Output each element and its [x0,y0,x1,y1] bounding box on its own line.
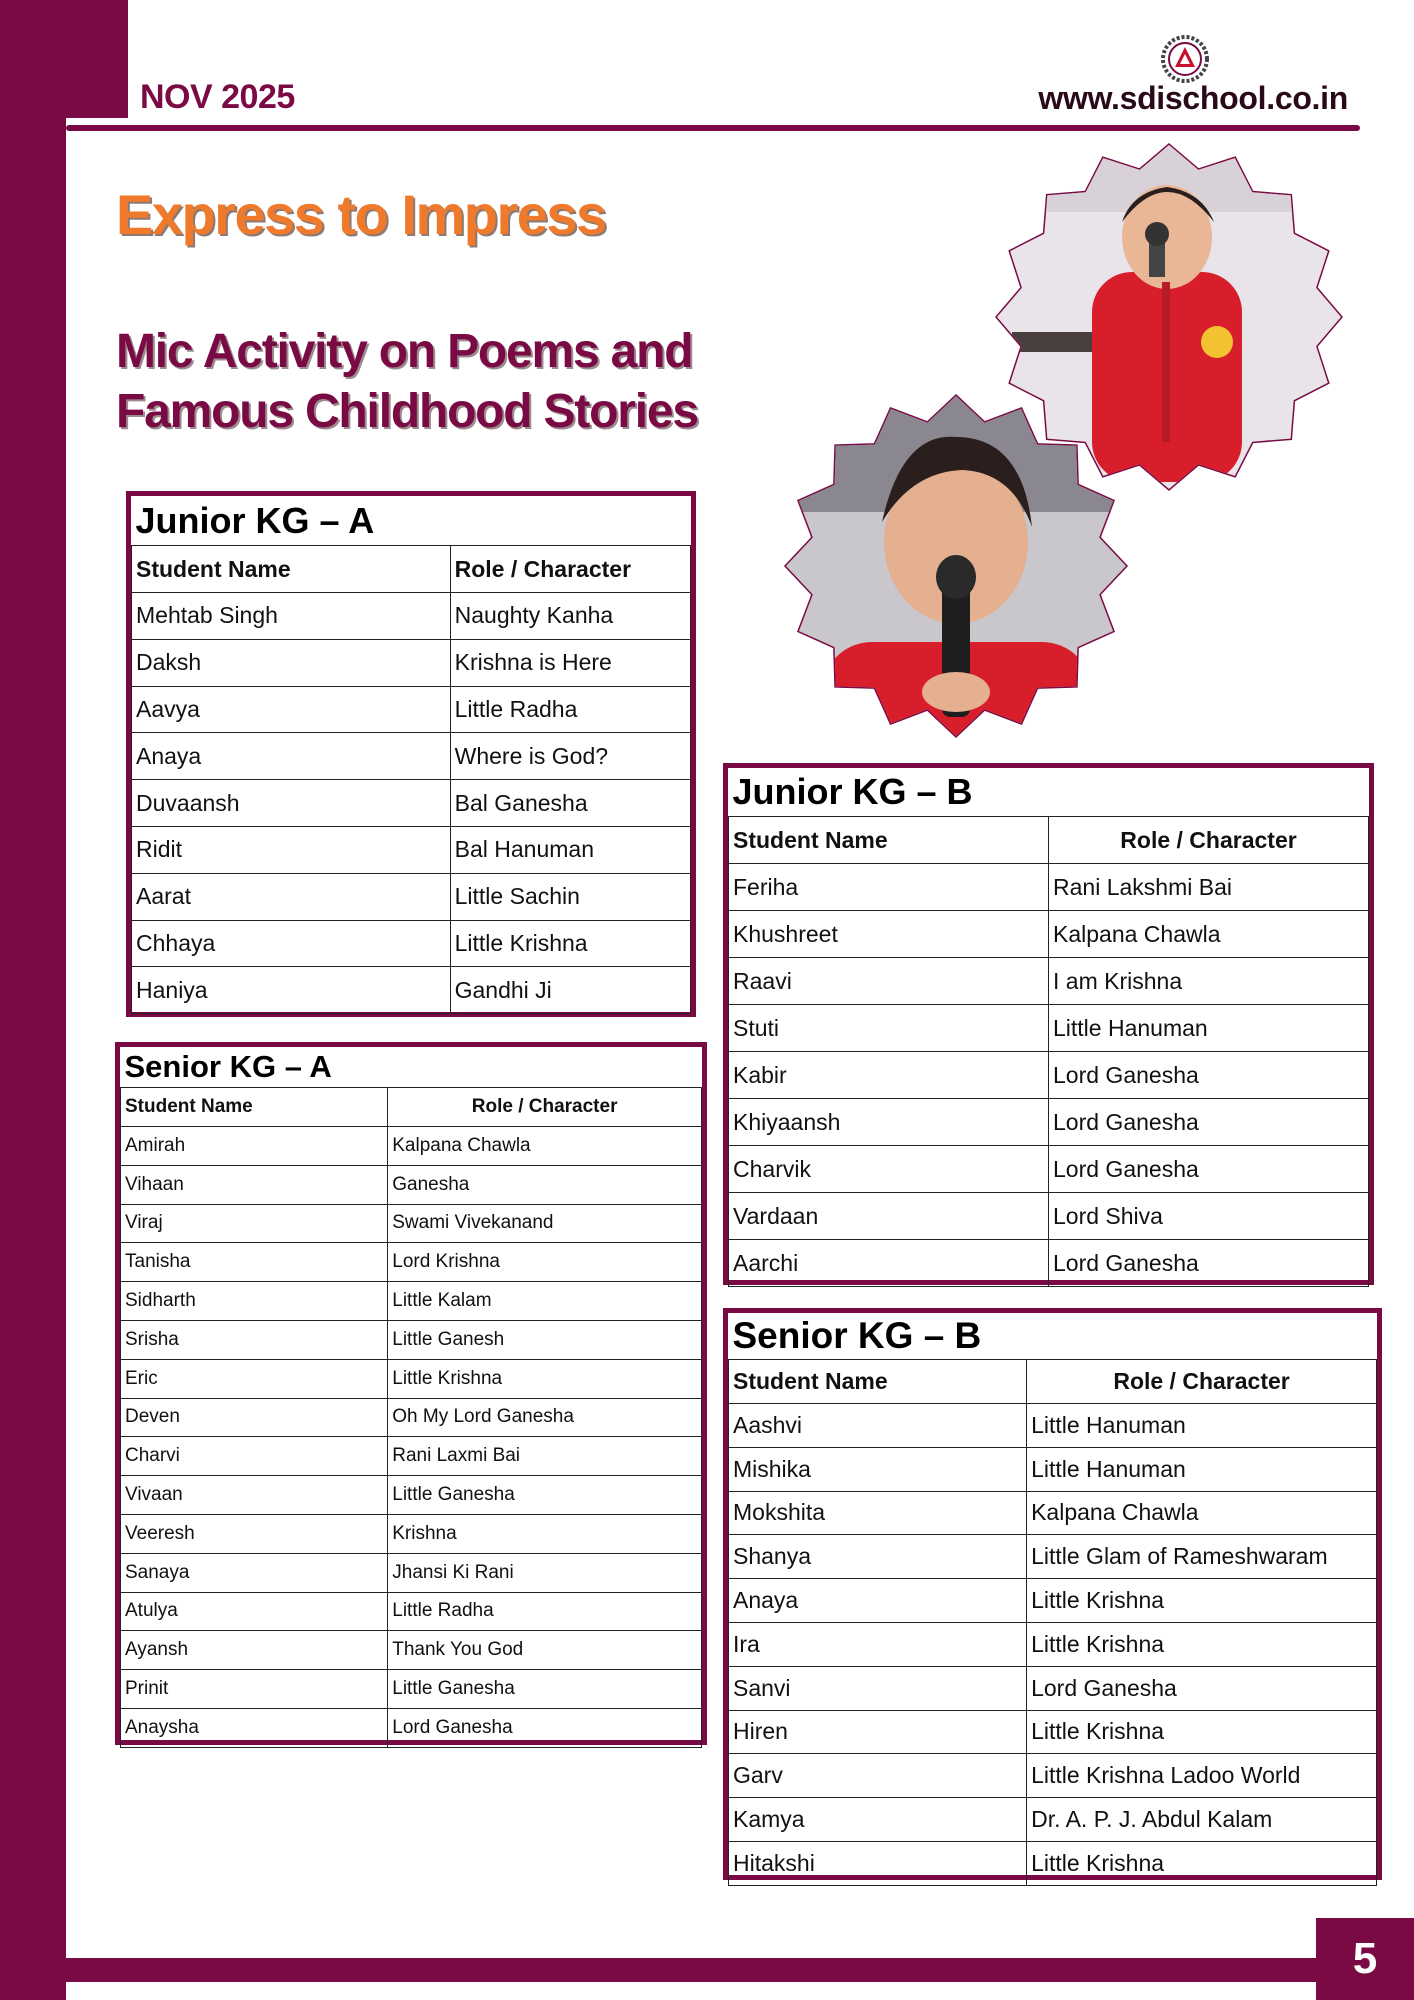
column-header-role: Role / Character [1049,817,1369,864]
table-row [121,1592,702,1631]
role-cell: Little Hanuman [1027,1447,1377,1491]
student-name-cell: Eric [121,1359,388,1398]
section-title: Express to Impress [116,183,606,246]
student-name-cell: Charvi [121,1437,388,1476]
student-name-cell: Khushreet [729,911,1049,958]
student-name-cell: Aashvi [729,1404,1027,1448]
student-name-cell: Viraj [121,1204,388,1243]
student-name-cell: Hiren [729,1710,1027,1754]
table-row [729,1193,1369,1240]
role-cell: Bal Hanuman [450,826,690,873]
column-header-role: Role / Character [1027,1360,1377,1404]
role-cell: Lord Shiva [1049,1193,1369,1240]
student-name-cell: Daksh [132,639,451,686]
student-name-cell: Vihaan [121,1165,388,1204]
role-cell: Rani Laxmi Bai [388,1437,702,1476]
header-divider [66,125,1360,131]
role-cell: Kalpana Chawla [1027,1491,1377,1535]
role-cell: Lord Ganesha [1049,1052,1369,1099]
role-cell: Little Radha [388,1592,702,1631]
student-name-cell: Anaya [132,733,451,780]
table-row [132,733,691,780]
table-row [121,1320,702,1359]
student-name-cell: Duvaansh [132,780,451,827]
role-cell: Naughty Kanha [450,593,690,640]
table-row [121,1553,702,1592]
school-website-link[interactable]: www.sdischool.co.in [1038,80,1348,116]
student-name-cell: Deven [121,1398,388,1437]
student-name-cell: Vivaan [121,1476,388,1515]
junior-kg-b-table [723,763,1374,1285]
student-name-cell: Sanaya [121,1553,388,1592]
role-cell: Thank You God [388,1631,702,1670]
column-header-student: Student Name [121,1088,388,1127]
student-name-cell: Sanvi [729,1666,1027,1710]
student-name-cell: Sidharth [121,1282,388,1321]
senior-kg-b-table [723,1308,1382,1880]
issue-month: NOV 2025 [140,78,295,116]
role-cell: Krishna is Here [450,639,690,686]
column-header-student: Student Name [729,1360,1027,1404]
role-cell: Ganesha [388,1165,702,1204]
table-row [121,1437,702,1476]
table-row [121,1127,702,1166]
column-header-role: Role / Character [388,1088,702,1127]
student-name-cell: Ira [729,1622,1027,1666]
student-name-cell: Hitakshi [729,1841,1027,1885]
role-cell: Little Krishna [1027,1710,1377,1754]
left-accent-band [0,0,66,2000]
table-row [121,1282,702,1321]
student-name-cell: Mishika [729,1447,1027,1491]
role-cell: Little Hanuman [1049,1005,1369,1052]
table-row [729,1005,1369,1052]
role-cell: Little Ganesha [388,1670,702,1709]
student-name-cell: Mokshita [729,1491,1027,1535]
role-cell: Lord Ganesha [1027,1666,1377,1710]
page-number: 5 [1316,1918,1414,2000]
table-row [132,780,691,827]
student-name-cell: Aarchi [729,1240,1049,1287]
student-photo-2 [782,392,1130,740]
table-row [121,1204,702,1243]
role-cell: Rani Lakshmi Bai [1049,864,1369,911]
student-name-cell: Khiyaansh [729,1099,1049,1146]
role-cell: Lord Ganesha [1049,1146,1369,1193]
role-cell: Little Kalam [388,1282,702,1321]
role-cell: Little Krishna [1027,1579,1377,1623]
student-name-cell: Charvik [729,1146,1049,1193]
role-cell: Little Sachin [450,873,690,920]
table-row [121,1670,702,1709]
student-name-cell: Kabir [729,1052,1049,1099]
student-name-cell: Feriha [729,864,1049,911]
table-row [729,1535,1377,1579]
table-row [121,1708,702,1747]
table-row [729,1240,1369,1287]
student-name-cell: Anaysha [121,1708,388,1747]
student-name-cell: Vardaan [729,1193,1049,1240]
table-row [729,1710,1377,1754]
student-name-cell: Ayansh [121,1631,388,1670]
table-row [729,1099,1369,1146]
student-name-cell: Aavya [132,686,451,733]
student-name-cell: Stuti [729,1005,1049,1052]
table-grid [728,1313,1377,1886]
header-accent-tab [66,0,128,118]
senior-kg-a-table [115,1042,707,1745]
student-name-cell: Anaya [729,1579,1027,1623]
table-row [132,826,691,873]
table-row [132,967,691,1014]
table-title: Junior KG – A [132,496,691,546]
role-cell: Little Krishna [450,920,690,967]
role-cell: Jhansi Ki Rani [388,1553,702,1592]
table-grid [728,768,1369,1287]
table-row [121,1165,702,1204]
role-cell: Lord Ganesha [1049,1240,1369,1287]
table-row [729,1798,1377,1842]
role-cell: Kalpana Chawla [1049,911,1369,958]
table-row [729,1579,1377,1623]
role-cell: Little Krishna [1027,1622,1377,1666]
table-row [121,1631,702,1670]
table-row [729,1666,1377,1710]
table-row [121,1398,702,1437]
table-title: Senior KG – A [121,1047,702,1088]
student-name-cell: Veeresh [121,1514,388,1553]
role-cell: Little Hanuman [1027,1404,1377,1448]
student-name-cell: Garv [729,1754,1027,1798]
table-row [121,1359,702,1398]
table-row [132,873,691,920]
role-cell: Lord Ganesha [1049,1099,1369,1146]
student-name-cell: Haniya [132,967,451,1014]
role-cell: Little Krishna Ladoo World [1027,1754,1377,1798]
table-row [729,1754,1377,1798]
school-logo-icon [1160,34,1210,84]
table-row [729,911,1369,958]
role-cell: Lord Krishna [388,1243,702,1282]
table-row [132,593,691,640]
role-cell: Gandhi Ji [450,967,690,1014]
table-row [729,1052,1369,1099]
role-cell: Little Radha [450,686,690,733]
table-row [729,864,1369,911]
role-cell: Swami Vivekanand [388,1204,702,1243]
column-header-role: Role / Character [450,546,690,593]
section-subtitle: Mic Activity on Poems and Famous Childhood Stories [116,325,698,438]
role-cell: Bal Ganesha [450,780,690,827]
role-cell: Lord Ganesha [388,1708,702,1747]
role-cell: Oh My Lord Ganesha [388,1398,702,1437]
role-cell: I am Krishna [1049,958,1369,1005]
student-name-cell: Tanisha [121,1243,388,1282]
table-row [132,639,691,686]
table-row [729,1404,1377,1448]
role-cell: Little Krishna [388,1359,702,1398]
table-row [121,1243,702,1282]
role-cell: Little Glam of Rameshwaram [1027,1535,1377,1579]
table-row [729,1146,1369,1193]
student-name-cell: Mehtab Singh [132,593,451,640]
table-row [729,1841,1377,1885]
table-row [121,1514,702,1553]
junior-kg-a-table [126,491,696,1017]
table-grid [120,1047,702,1748]
role-cell: Dr. A. P. J. Abdul Kalam [1027,1798,1377,1842]
role-cell: Little Krishna [1027,1841,1377,1885]
role-cell: Kalpana Chawla [388,1127,702,1166]
student-name-cell: Aarat [132,873,451,920]
table-title: Senior KG – B [729,1313,1377,1360]
table-row [121,1476,702,1515]
table-title: Junior KG – B [729,768,1369,817]
footer-bar [66,1958,1320,1982]
student-name-cell: Amirah [121,1127,388,1166]
role-cell: Little Ganesh [388,1320,702,1359]
table-row [729,1622,1377,1666]
student-name-cell: Atulya [121,1592,388,1631]
student-name-cell: Prinit [121,1670,388,1709]
student-name-cell: Chhaya [132,920,451,967]
student-name-cell: Ridit [132,826,451,873]
student-name-cell: Srisha [121,1320,388,1359]
table-row [132,686,691,733]
role-cell: Little Ganesha [388,1476,702,1515]
table-row [132,920,691,967]
column-header-student: Student Name [729,817,1049,864]
column-header-student: Student Name [132,546,451,593]
role-cell: Where is God? [450,733,690,780]
table-row [729,958,1369,1005]
table-row [729,1491,1377,1535]
student-name-cell: Raavi [729,958,1049,1005]
table-row [729,1447,1377,1491]
student-name-cell: Kamya [729,1798,1027,1842]
student-name-cell: Shanya [729,1535,1027,1579]
role-cell: Krishna [388,1514,702,1553]
table-grid [131,496,691,1014]
